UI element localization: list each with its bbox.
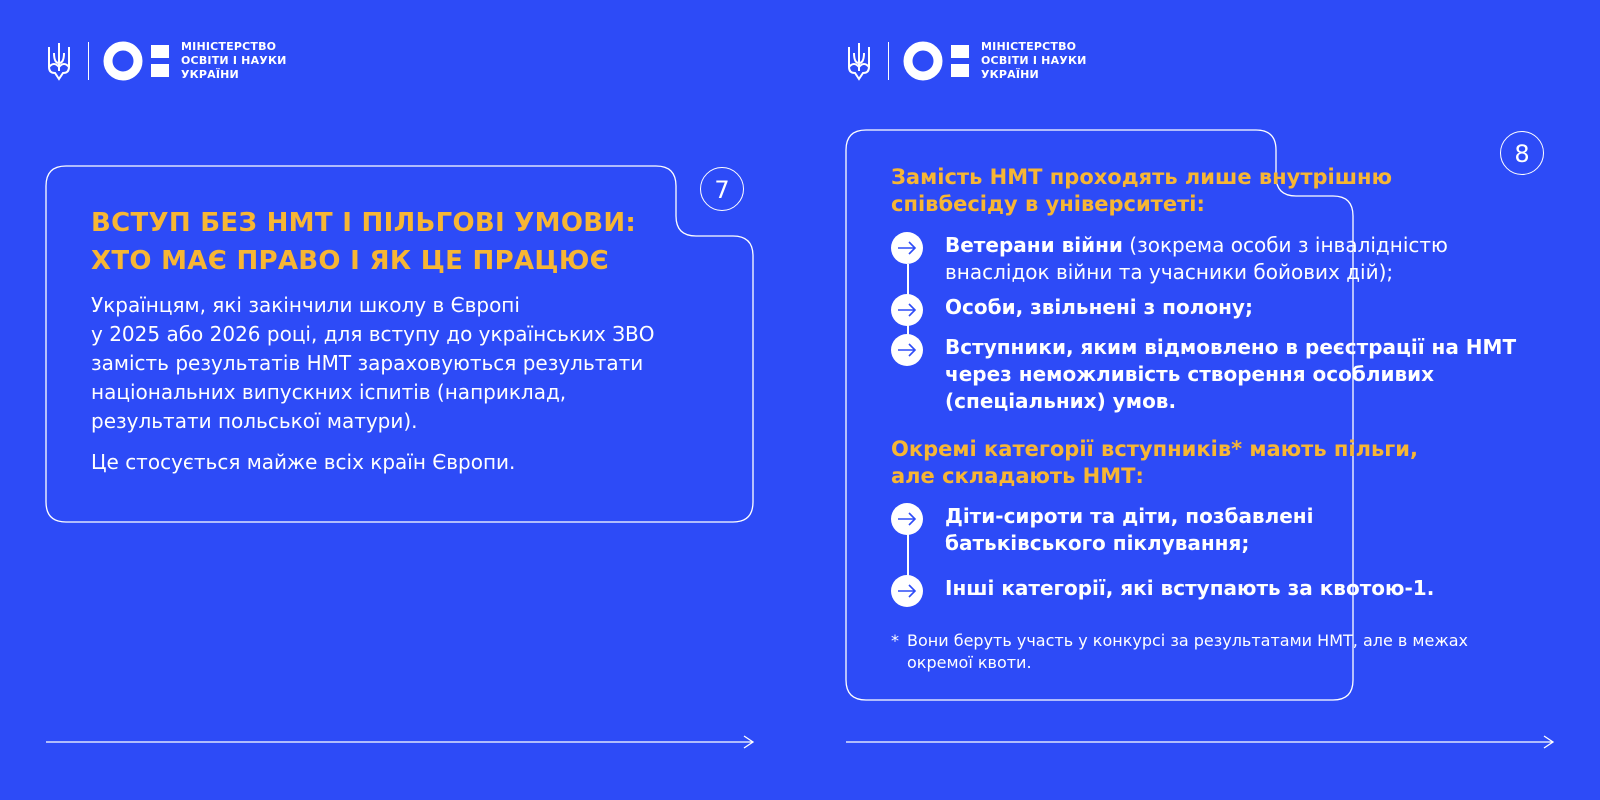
ministry-mark-icon bbox=[103, 41, 171, 81]
paragraph bbox=[91, 291, 731, 436]
section-heading bbox=[891, 436, 1511, 490]
footnote-line: окремої квоти. bbox=[907, 653, 1032, 672]
ministry-logo bbox=[846, 40, 1087, 82]
ministry-logo bbox=[46, 40, 287, 82]
ministry-mark-icon bbox=[903, 41, 971, 81]
list-item-bold: Інші категорії, які вступають за квотою-1. bbox=[945, 576, 1435, 600]
title-line: ВСТУП БЕЗ НМТ І ПІЛЬГОВІ УМОВИ: bbox=[91, 208, 637, 238]
heading-line: Замість НМТ проходять лише внутрішню bbox=[891, 165, 1392, 189]
list-item-text bbox=[945, 294, 1505, 326]
trident-icon bbox=[846, 41, 872, 81]
list-item-bold: Діти-сироти та діти, позбавлені bbox=[945, 504, 1314, 528]
slide-number: 8 bbox=[1500, 131, 1544, 175]
logo-line: МІНІСТЕРСТВО bbox=[181, 40, 277, 53]
text-line: національних випускних іспитів (наприклад, bbox=[91, 380, 567, 404]
list-item bbox=[891, 334, 1517, 415]
heading-line: співбесіду в університеті: bbox=[891, 192, 1205, 216]
list-item-text bbox=[945, 334, 1517, 415]
arrow-right-icon bbox=[891, 334, 923, 366]
footnote bbox=[891, 630, 1468, 674]
list-item-bold: Вступники, яким відмовлено в реєстрації на НМТ bbox=[945, 335, 1517, 359]
list-item-text bbox=[945, 575, 1505, 607]
logo-line: ОСВІТИ І НАУКИ bbox=[981, 54, 1087, 67]
logo-line: МІНІСТЕРСТВО bbox=[981, 40, 1077, 53]
list-item-bold: через неможливість створення особливих bbox=[945, 362, 1435, 386]
list-item-text bbox=[945, 503, 1505, 557]
list-item-text bbox=[945, 232, 1505, 286]
next-arrow-icon[interactable] bbox=[46, 735, 756, 749]
trident-icon bbox=[46, 41, 72, 81]
list-item-bold: Ветерани війни bbox=[945, 233, 1123, 257]
title-line: ХТО МАЄ ПРАВО І ЯК ЦЕ ПРАЦЮЄ bbox=[91, 246, 610, 276]
slide-title bbox=[91, 204, 651, 280]
paragraph: Це стосується майже всіх країн Європи. bbox=[91, 450, 516, 474]
heading-line: але складають НМТ: bbox=[891, 464, 1144, 488]
arrow-right-icon bbox=[891, 575, 923, 607]
text-line: результати польської матури). bbox=[91, 409, 418, 433]
list-item-bold: батьківського піклування; bbox=[945, 531, 1250, 555]
list-item bbox=[891, 232, 1505, 286]
section-heading bbox=[891, 164, 1511, 218]
ministry-name bbox=[981, 40, 1087, 82]
arrow-right-icon bbox=[891, 503, 923, 535]
logo-line: УКРАЇНИ bbox=[981, 68, 1039, 81]
list-item bbox=[891, 575, 1505, 607]
ministry-name bbox=[181, 40, 287, 82]
list-item-bold: (спеціальних) умов. bbox=[945, 389, 1177, 413]
heading-line: Окремі категорії вступників* мають пільги, bbox=[891, 437, 1418, 461]
logo-divider bbox=[888, 42, 889, 80]
logo-divider bbox=[88, 42, 89, 80]
slide-number: 7 bbox=[700, 167, 744, 211]
arrow-right-icon bbox=[891, 294, 923, 326]
list-item-rest: (зокрема особи з інвалідністю bbox=[1122, 233, 1448, 257]
arrow-right-icon bbox=[891, 232, 923, 264]
text-line: Українцям, які закінчили школу в Європі bbox=[91, 293, 520, 317]
logo-line: УКРАЇНИ bbox=[181, 68, 239, 81]
next-arrow-icon[interactable] bbox=[846, 735, 1556, 749]
list-item-bold: Особи, звільнені з полону; bbox=[945, 295, 1253, 319]
list-item bbox=[891, 294, 1505, 326]
footnote-marker: * bbox=[891, 631, 899, 650]
list-item-line: внаслідок війни та учасники бойових дій); bbox=[945, 260, 1394, 284]
text-line: у 2025 або 2026 році, для вступу до українських ЗВО bbox=[91, 322, 655, 346]
footnote-line: Вони беруть участь у конкурсі за результатами НМТ, але в межах bbox=[907, 631, 1469, 650]
logo-line: ОСВІТИ І НАУКИ bbox=[181, 54, 287, 67]
list-item bbox=[891, 503, 1505, 557]
slide-body bbox=[91, 291, 731, 477]
text-line: замість результатів НМТ зараховуються результати bbox=[91, 351, 644, 375]
